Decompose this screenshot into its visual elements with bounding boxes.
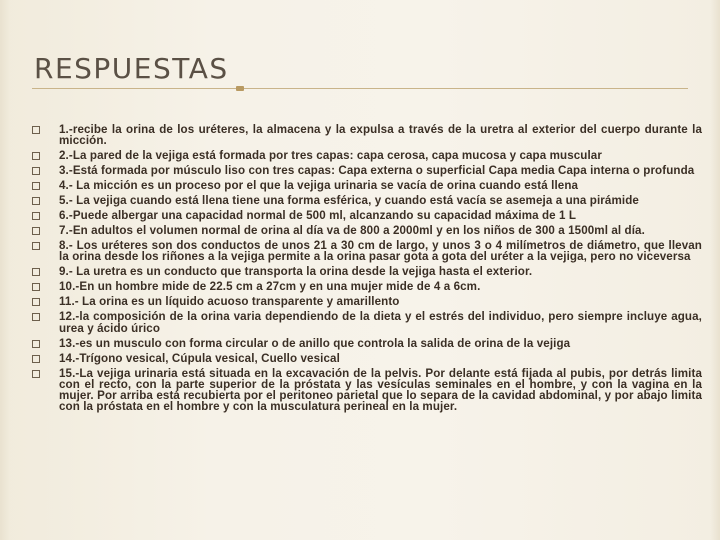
square-bullet-icon (32, 298, 40, 306)
square-bullet-icon (32, 370, 40, 378)
answer-item (30, 225, 702, 236)
answer-item (30, 180, 702, 191)
answer-item (30, 281, 702, 292)
answer-text: 1.-recibe la orina de los uréteres, la almacena y la expulsa a través de la uretra al exterior del cuerpo durante la micción. (59, 123, 702, 148)
answer-item (30, 368, 702, 413)
square-bullet-icon (32, 355, 40, 363)
square-bullet-icon (32, 283, 40, 291)
answer-text: 11.- La orina es un líquido acuoso transparente y amarillento (59, 295, 400, 309)
answer-item (30, 311, 702, 333)
title-underline (32, 88, 688, 89)
answer-text: 5.- La vejiga cuando está llena tiene una forma esférica, y cuando está vacía se asemeja a una pirámide (59, 194, 639, 208)
square-bullet-icon (32, 182, 40, 190)
answer-text: 15.-La vejiga urinaria está situada en la excavación de la pelvis. Por delante está fijada al pubis, por detrás limita con el recto, con la parte superior de la próstata y las vesículas seminales en el hombre, y con la vagina en la mujer. Por arriba está recubierta por el peritoneo parietal que lo separa de la cavidad abdominal, y por abajo limita con la próstata en el hombre y con la musculatura perineal en la mujer. (59, 366, 702, 414)
answer-item (30, 266, 702, 277)
answer-text: 2.-La pared de la vejiga está formada por tres capas: capa cerosa, capa mucosa y capa muscular (59, 149, 602, 163)
answer-item (30, 195, 702, 206)
square-bullet-icon (32, 212, 40, 220)
title-underline-accent (236, 86, 244, 91)
square-bullet-icon (32, 242, 40, 250)
square-bullet-icon (32, 268, 40, 276)
answer-text: 13.-es un musculo con forma circular o de anillo que controla la salida de orina de la vejiga (59, 336, 571, 350)
answer-item (30, 165, 702, 176)
square-bullet-icon (32, 167, 40, 175)
square-bullet-icon (32, 152, 40, 160)
answer-item (30, 124, 702, 146)
answer-text: 8.- Los uréteres son dos conductos de unos 21 a 30 cm de largo, y unos 3 o 4 milímetros de diámetro, que llevan la orina desde los riñones a la vejiga permite a la orina pasar gota a gota del uréter a la vejiga, pero no viceversa (59, 239, 702, 264)
square-bullet-icon (32, 197, 40, 205)
answer-item (30, 240, 702, 262)
answer-item (30, 150, 702, 161)
answer-text: 12.-la composición de la orina varia dependiendo de la dieta y el estrés del individuo, pero siempre incluye agua, urea y ácido úrico (59, 310, 702, 335)
answer-text: 7.-En adultos el volumen normal de orina al día va de 800 a 2000ml y en los niños de 300 a 1500ml al día. (59, 224, 645, 238)
answer-item (30, 338, 702, 349)
answer-text: 4.- La micción es un proceso por el que la vejiga urinaria se vacía de orina cuando está llena (59, 179, 579, 193)
answer-item (30, 210, 702, 221)
answer-item (30, 296, 702, 307)
slide-left-shade (0, 0, 10, 540)
answer-text: 10.-En un hombre mide de 22.5 cm a 27cm y en una mujer mide de 4 a 6cm. (59, 280, 481, 294)
square-bullet-icon (32, 340, 40, 348)
page-title: RESPUESTAS (34, 52, 229, 85)
answer-text: 14.-Trígono vesical, Cúpula vesical, Cuello vesical (59, 351, 340, 365)
answer-list (30, 124, 702, 416)
answer-item (30, 353, 702, 364)
square-bullet-icon (32, 313, 40, 321)
square-bullet-icon (32, 126, 40, 134)
slide-right-shade (710, 0, 720, 540)
answer-text: 9.- La uretra es un conducto que transporta la orina desde la vejiga hasta el exterior. (59, 265, 533, 279)
square-bullet-icon (32, 227, 40, 235)
answer-text: 3.-Está formada por músculo liso con tres capas: Capa externa o superficial Capa media Capa interna o profunda (59, 164, 695, 178)
answer-text: 6.-Puede albergar una capacidad normal de 500 ml, alcanzando su capacidad máxima de 1 L (59, 209, 577, 223)
